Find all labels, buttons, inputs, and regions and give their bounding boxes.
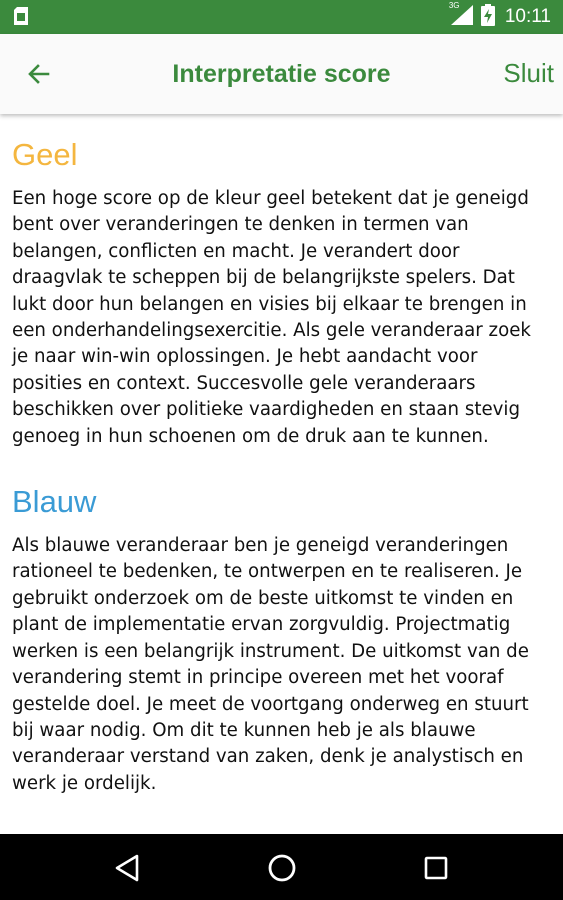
section-body: Als blauwe veranderaar ben je geneigd veranderingen rationeel te bedenken, te ontwerpen en te realiseren. Je gebruikt onderzoek om de beste uitkomst te vinden en plant de implementatie ervan zorgvuldig. Projectmatig werken is een belangrijk instrument. De uitkomst van de verandering stemt in principe overeen met het vooraf gestelde doel. Je meet de voortgang onderweg en stuurt bij waar nodig. Om dit te kunnen heb je als blauwe veranderaar verstand van zaken, denk je analystisch en werk je ordelijk. <box>12 535 529 794</box>
sim-card-icon <box>14 7 28 29</box>
nav-back-button[interactable] <box>110 851 144 885</box>
nav-back-icon <box>114 854 140 882</box>
section-geel <box>12 139 551 450</box>
navigation-bar <box>0 834 563 900</box>
signal-icon <box>448 1 473 29</box>
nav-home-icon <box>267 853 297 883</box>
status-bar <box>0 0 563 34</box>
nav-home-button[interactable] <box>265 851 299 885</box>
nav-recents-button[interactable] <box>419 851 453 885</box>
section-blauw <box>12 486 551 797</box>
app-bar <box>0 34 563 114</box>
content-scroll-area[interactable] <box>0 114 563 834</box>
section-title: Geel <box>12 137 78 172</box>
nav-recents-icon <box>423 855 449 881</box>
section-title: Blauw <box>12 484 97 520</box>
section-body: Een hoge score op de kleur geel betekent dat je geneigd bent over veranderingen te denken in termen van belangen, conflicten en macht. Je verandert door draagvlak te scheppen bij de belangrijkste spelers. Dat lukt door hun belangen en visies bij elkaar te brengen in een onderhandelingsexercitie. Als gele veranderaar zoek je naar win-win oplossingen. Je hebt aandacht voor posities en context. Succesvolle gele veranderaars beschikken over politieke vaardigheden en staan stevig genoeg in hun schoenen om de druk aan te kunnen. <box>12 188 531 447</box>
clock: 10:11 <box>504 6 551 27</box>
close-button[interactable]: Sluit <box>503 58 554 88</box>
page-title: Interpretatie score <box>172 60 391 88</box>
battery-charging-icon <box>481 4 495 30</box>
network-type-label: 3G <box>448 1 460 10</box>
